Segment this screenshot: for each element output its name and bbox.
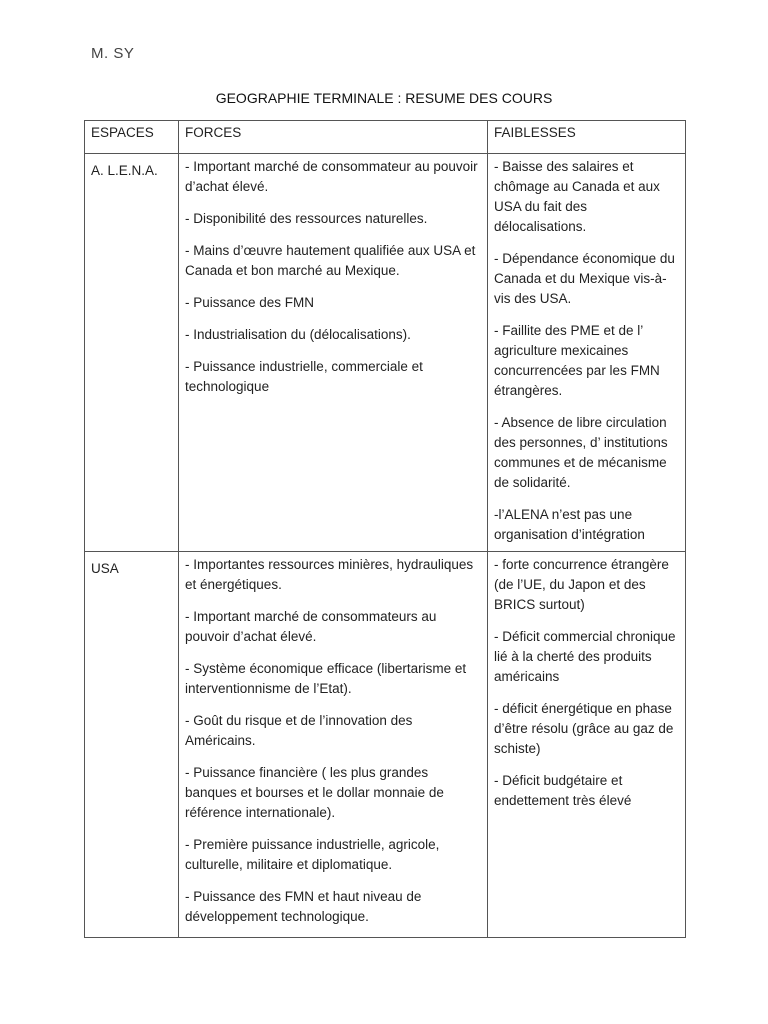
force-item: - Mains d’œuvre hautement qualifiée aux USA et Canada et bon marché au Mexique. — [185, 243, 476, 278]
weakness-item: -l’ALENA n’est pas une organisation d’intégration — [494, 507, 645, 542]
space-label: A. L.E.N.A. — [91, 163, 158, 178]
cell-weaknesses-alena — [488, 154, 686, 552]
cell-forces-alena — [179, 154, 488, 552]
cell-space-alena — [85, 154, 179, 552]
force-item: - Goût du risque et de l’innovation des Américains. — [185, 713, 413, 748]
force-item: - Première puissance industrielle, agricole, culturelle, militaire et diplomatique. — [185, 837, 440, 872]
cell-forces-usa — [179, 552, 488, 938]
weakness-item: - Baisse des salaires et chômage au Canada et aux USA du fait des délocalisations. — [494, 159, 660, 234]
force-item: - Puissance des FMN — [185, 295, 315, 310]
table-row-usa — [85, 552, 686, 938]
author-name: M. SY — [91, 45, 135, 62]
force-item: - Important marché de consommateurs au pouvoir d’achat élevé. — [185, 609, 437, 644]
course-table — [84, 120, 686, 938]
force-item: - Industrialisation du (délocalisations). — [185, 327, 411, 342]
weakness-item: - Déficit commercial chronique lié à la cherté des produits américains — [494, 629, 676, 684]
force-item: - Important marché de consommateur au pouvoir d’achat élevé. — [185, 159, 478, 194]
weakness-item: - déficit énergétique en phase d’être résolu (grâce au gaz de schiste) — [494, 701, 674, 756]
page-title: GEOGRAPHIE TERMINALE : RESUME DES COURS — [215, 90, 553, 106]
weakness-item: - forte concurrence étrangère (de l’UE, du Japon et des BRICS surtout) — [494, 557, 669, 612]
weakness-item: - Faillite des PME et de l’ agriculture mexicaines concurrencées par les FMN étrangères. — [494, 323, 660, 398]
cell-weaknesses-usa — [488, 552, 686, 938]
header-forces: FORCES — [179, 121, 488, 154]
force-item: - Puissance financière ( les plus grandes banques et bourses et le dollar monnaie de référence internationale). — [185, 765, 444, 820]
force-item: - Système économique efficace (libertarisme et interventionnisme de l’Etat). — [185, 661, 467, 696]
cell-space-usa — [85, 552, 179, 938]
table-row-alena — [85, 154, 686, 552]
force-item: - Puissance industrielle, commerciale et technologique — [185, 359, 423, 394]
weakness-item: - Déficit budgétaire et endettement très élevé — [494, 773, 632, 808]
header-faiblesses: FAIBLESSES — [488, 121, 686, 154]
space-label: USA — [91, 561, 119, 576]
header-espaces: ESPACES — [85, 121, 179, 154]
force-item: - Importantes ressources minières, hydrauliques et énergétiques. — [185, 557, 474, 592]
force-item: - Puissance des FMN et haut niveau de développement technologique. — [185, 889, 422, 924]
table-header-row — [85, 121, 686, 154]
weakness-item: - Dépendance économique du Canada et du Mexique vis-à-vis des USA. — [494, 251, 675, 306]
force-item: - Disponibilité des ressources naturelles. — [185, 211, 428, 226]
weakness-item: - Absence de libre circulation des personnes, d’ institutions communes et de mécanisme de solidarité. — [494, 415, 668, 490]
